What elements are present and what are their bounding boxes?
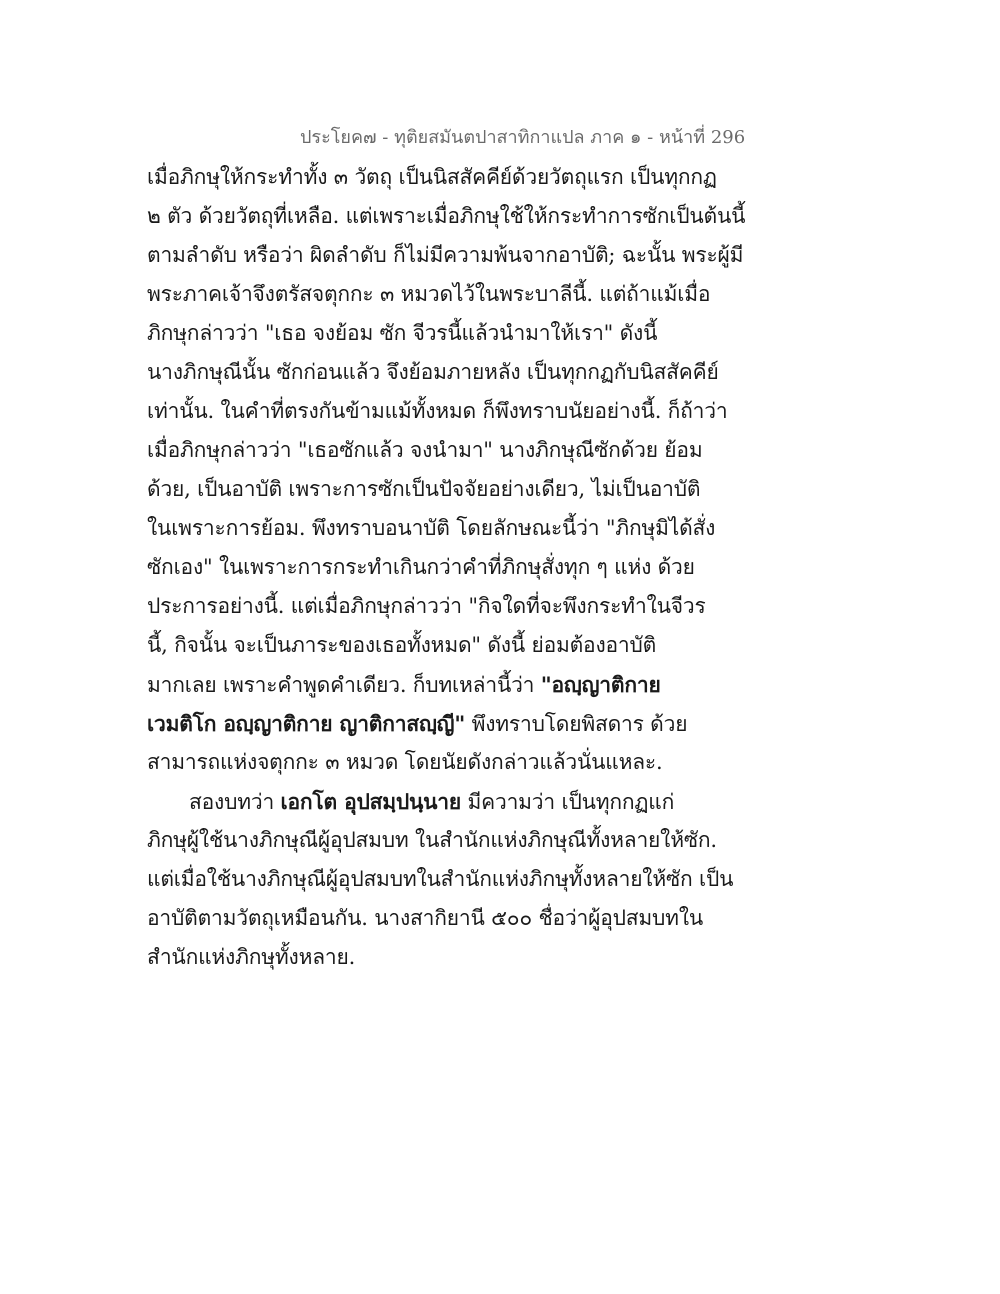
text-line: เท่านั้น. ในคำที่ตรงกันข้ามแม้ทั้งหมด ก็พึงทราบนัยอย่างนี้. ก็ถ้าว่า [147, 399, 728, 423]
text-line [147, 665, 707, 704]
text-line: อาบัติตามวัตถุเหมือนกัน. นางสากิยานี ๕๐๐ ชื่อว่าผู้อุปสมบทใน [147, 906, 704, 930]
text-line: นางภิกษุณีนั้น ซักก่อนแล้ว จึงย้อมภายหลัง เป็นทุกกฏกับนิสสัคคีย์ [147, 360, 719, 384]
running-header: ประโยค๗ - ทุติยสมันตปาสาทิกาแปล ภาค ๑ - หน้าที่ 296 [300, 127, 746, 148]
text-line: แต่เมื่อใช้นางภิกษุณีผู้อุปสมบทในสำนักแห่งภิกษุทั้งหลายให้ซัก เป็น [147, 867, 734, 891]
paragraph-first-line [147, 782, 707, 821]
text-line: ตามลำดับ หรือว่า ผิดลำดับ ก็ไม่มีความพ้นจากอาบัติ; ฉะนั้น พระผู้มี [147, 243, 744, 267]
text-span: สองบทว่า [189, 790, 281, 814]
text-line: ซักเอง" ในเพราะการกระทำเกินกว่าคำที่ภิกษุสั่งทุก ๆ แห่ง ด้วย [147, 555, 695, 579]
text-line: เมื่อภิกษุให้กระทำทั้ง ๓ วัตถุ เป็นนิสสัคคีย์ด้วยวัตถุแรก เป็นทุกกฏ [147, 165, 717, 189]
pali-term: เอกโต อุปสมฺปนฺนาย [280, 789, 462, 814]
text-line: เมื่อภิกษุกล่าวว่า "เธอซักแล้ว จงนำมา" นางภิกษุณีซักด้วย ย้อม [147, 438, 703, 462]
text-line [147, 704, 707, 743]
pali-term: "อญฺญาติกาย [540, 672, 661, 697]
pali-term: เวมติโก อญฺญาติกาย ญาติกาสญฺญี" [147, 711, 466, 736]
text-line: ประการอย่างนี้. แต่เมื่อภิกษุกล่าวว่า "กิจใดที่จะพึงกระทำในจีวร [147, 594, 706, 618]
text-line: ภิกษุกล่าวว่า "เธอ จงย้อม ซัก จีวรนี้แล้วนำมาให้เรา" ดังนี้ [147, 321, 658, 345]
text-line: ๒ ตัว ด้วยวัตถุที่เหลือ. แต่เพราะเมื่อภิกษุใช้ให้กระทำการซักเป็นต้นนี้ [147, 204, 746, 228]
text-line: ในเพราะการย้อม. พึงทราบอนาบัติ โดยลักษณะนี้ว่า "ภิกษุมิได้สั่ง [147, 516, 716, 540]
text-line: ด้วย, เป็นอาบัติ เพราะการซักเป็นปัจจัยอย่างเดียว, ไม่เป็นอาบัติ [147, 477, 701, 501]
text-span: มากเลย เพราะคำพูดคำเดียว. ก็บทเหล่านี้ว่า [147, 673, 541, 697]
text-span: พึงทราบโดยพิสดาร ด้วย [465, 712, 688, 736]
text-line: สำนักแห่งภิกษุทั้งหลาย. [147, 945, 356, 969]
text-span: มีความว่า เป็นทุกกฏแก่ [461, 790, 675, 814]
text-line: พระภาคเจ้าจึงตรัสจตุกกะ ๓ หมวดไว้ในพระบาลีนี้. แต่ถ้าแม้เมื่อ [147, 282, 711, 306]
text-line: นี้, กิจนั้น จะเป็นภาระของเธอทั้งหมด" ดังนี้ ย่อมต้องอาบัติ [147, 633, 657, 657]
body-text [147, 158, 746, 977]
text-line: ภิกษุผู้ใช้นางภิกษุณีผู้อุปสมบท ในสำนักแห่งภิกษุณีทั้งหลายให้ซัก. [147, 828, 717, 852]
text-line: สามารถแห่งจตุกกะ ๓ หมวด โดยนัยดังกล่าวแล้วนั่นแหละ. [147, 750, 663, 774]
